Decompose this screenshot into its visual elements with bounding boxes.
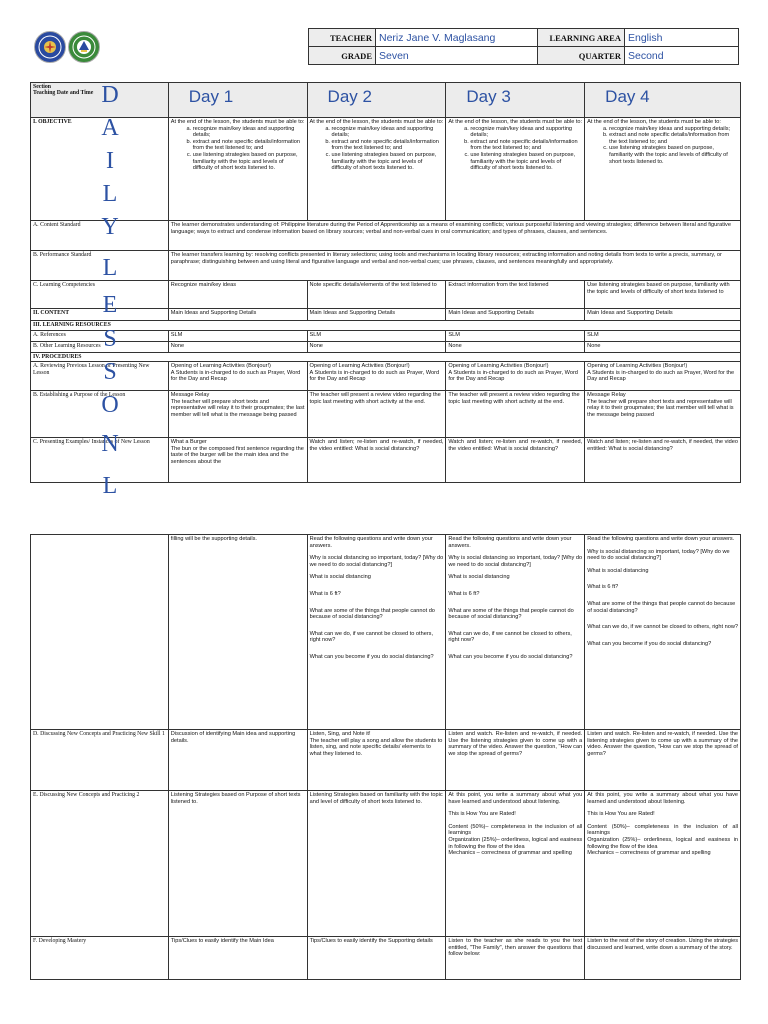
objective-list	[171, 126, 305, 172]
objective-item: a. recognize main/key ideas and supporting details;	[609, 126, 738, 133]
objective-list	[310, 126, 444, 172]
competency-day4: Use listening strategies based on purpose, familiarity with the topic and levels of difficulty of short texts listened to	[585, 281, 741, 309]
day-4-header: Day 4	[585, 83, 741, 118]
objective-intro: At the end of the lesson, the students must be able to:	[587, 119, 721, 125]
review-line1: Opening of Learning Activities (Bonjour!)	[309, 363, 410, 370]
discussing-2-day1: Listening Strategies based on Purpose of short texts listened to.	[168, 791, 307, 937]
objective-item: b. extract and note specific details/information from the text listened to; and	[470, 139, 582, 152]
learning-area-label: LEARNING AREA	[538, 29, 625, 47]
references-day2: SLM	[307, 330, 446, 341]
other-resources-day3: None	[446, 341, 585, 352]
grade-value: Seven	[376, 47, 538, 65]
grade-label: GRADE	[309, 47, 376, 65]
teaching-date-label: Teaching Date and Time	[33, 90, 94, 96]
title-letter: D	[101, 82, 119, 108]
purpose-label: B. Establishing a Purpose of the Lesson	[31, 391, 169, 438]
mastery-day4: Listen to the rest of the story of creation. Using the strategies discussed and learned, write down a summary of the story.	[585, 937, 741, 980]
question-why: Why is social distancing so important, today? [Why do we need to do social distancing?]	[448, 555, 583, 568]
competency-day1: Recognize main/key ideas	[168, 281, 307, 309]
review-line2: A Students is in-charged to do such as Prayer, Word for the Day and Recap	[170, 369, 301, 383]
header-logo-cell	[30, 29, 309, 47]
objective-item: b. extract and note specific details/information from the text listened to; and	[332, 139, 444, 152]
content-label: II. CONTENT	[31, 309, 169, 321]
discussing-2-day2: Listening Strategies based on familiarity with the topic and level of difficulty of short texts listened to.	[307, 791, 446, 937]
discussing-1-day2: Listen, Sing, and Note it! The teacher will play a song and allow the students to listen, sing, and note specific details/ elements to what they listened to.	[307, 730, 446, 791]
discussing-1-day4: Listen and watch. Re-listen and re-watch, if needed. Use the listening strategies given to come up with a summary of the video. Answer the question, "How can we stop the spread of germs?	[585, 730, 741, 791]
objective-item: a. recognize main/key ideas and supporting details;	[332, 126, 444, 139]
purpose-day3: The teacher will present a review video regarding the topic last meeting with short activity at the end.	[446, 391, 585, 438]
questions-intro: Read the following questions and write down your answers.	[309, 536, 433, 549]
discussing-1-label: D. Discussing New Concepts and Practicing New Skill 1	[31, 730, 169, 791]
title-letter: Y	[101, 214, 119, 240]
presenting-label: C. Presenting Examples/ Instances of New Lesson	[31, 438, 169, 483]
presenting-day4: Watch and listen; re-listen and re-watch, if needed, the video entitled: What is social distancing?	[585, 438, 741, 483]
content-day2: Main Ideas and Supporting Details	[307, 309, 446, 321]
mastery-day3: Listen to the teacher as she reads to you the text entitled, "The Family", then answer the questions that follow below:	[446, 937, 585, 980]
references-day1: SLM	[168, 330, 307, 341]
references-label: A. References	[31, 330, 169, 341]
section-header	[31, 83, 169, 118]
objective-item: b. extract and note specific details/information from the text listened to; and	[609, 132, 738, 145]
teacher-label: TEACHER	[309, 29, 376, 47]
objective-list	[587, 126, 738, 166]
content-day4: Main Ideas and Supporting Details	[585, 309, 741, 321]
title-letter: L	[102, 473, 118, 499]
day-3-header: Day 3	[446, 83, 585, 118]
lesson-table-page1	[30, 82, 741, 483]
content-standard-label: A. Content Standard	[31, 221, 169, 251]
content-standard-text: The learner demonstrates understanding of: Philippine literature during the Period of Apprenticeship as a means of examining conflicts; various purposeful listening and viewing strategies; difference between literal and figurative language; ways to extract and condense information based on library sources; verbal and non-verbal cues in oral communication; and types of phrases, clauses, and sentences.	[168, 221, 740, 251]
question-things: What are some of the things that people cannot do because of social distancing?	[309, 607, 435, 621]
review-line1: Opening of Learning Activities (Bonjour!)	[587, 363, 688, 370]
question-what: What is social distancing	[309, 574, 371, 581]
discussing-1-day3: Listen and watch. Re-listen and re-watch, if needed. Use the listening strategies given to come up with a summary of the video. Answer the question, "How can we stop the spread of germs?	[446, 730, 585, 791]
objective-item: c. use listening strategies based on purpose, familiarity with the topic and levels of difficulty of short texts listened to.	[470, 152, 582, 172]
question-become: What can you become if you do social distancing?	[587, 640, 712, 647]
section-label: Section	[33, 84, 52, 90]
question-closed: What can we do, if we cannot be closed to others, right now?	[587, 624, 739, 631]
title-letter: I	[106, 148, 114, 174]
rating-title: This is How You are Rated!	[587, 811, 655, 818]
objective-item: a. recognize main/key ideas and supporting details;	[193, 126, 305, 139]
questions-day4	[585, 535, 741, 730]
objective-intro: At the end of the lesson, the students must be able to:	[448, 119, 583, 125]
discussing-2-day4	[585, 791, 741, 937]
other-resources-day1: None	[168, 341, 307, 352]
objective-item: c. use listening strategies based on purpose, familiarity with the topic and levels of difficulty of short texts listened to.	[332, 152, 444, 172]
review-line2: A Students is in-charged to do such as Prayer, Word for the Day and Recap	[448, 369, 578, 383]
learning-resources-label: III. LEARNING RESOURCES	[31, 321, 741, 331]
rubric-mechanics: Mechanics – correctness of grammar and spelling	[448, 850, 572, 857]
question-what: What is social distancing	[587, 567, 649, 574]
question-closed: What can we do, if we cannot be closed to others, right now?	[448, 630, 572, 644]
review-line2: A Students is in-charged to do such as Prayer, Word for the Day and Recap	[587, 369, 735, 383]
summary-prompt: At this point, you write a summary about what you have learned and understood about listening.	[448, 792, 583, 805]
competencies-label: C. Learning Competencies	[31, 281, 169, 309]
objective-label: I. OBJECTIVE	[31, 118, 169, 221]
questions-day2	[307, 535, 446, 730]
objective-intro: At the end of the lesson, the students must be able to:	[309, 119, 444, 125]
title-letter: L	[102, 181, 118, 207]
performance-standard-text: The learner transfers learning by: resolving conflicts presented in literary selections; using tools and mechanisms in locating library resources; extracting information and noting details from texts to write a precis, summary, or paraphrase; distinguishing between and using literal and figurative language and verbal and non-verbal cues; use phrases, clauses, and sentences meaningfully and appropriately.	[168, 251, 740, 281]
title-letter: N	[101, 431, 119, 457]
review-day4	[585, 362, 741, 391]
objective-item: c. use listening strategies based on purpose, familiarity with the topic and levels of difficulty of short texts listened to.	[609, 145, 738, 165]
question-closed: What can we do, if we cannot be closed to others, right now?	[309, 630, 434, 644]
review-line1: Opening of Learning Activities (Bonjour!)	[448, 363, 549, 370]
lesson-table-page2	[30, 534, 741, 980]
review-day3	[446, 362, 585, 391]
rubric-content: Content (50%)– completeness in the inclusion of all learnings	[448, 823, 583, 837]
continued-label-cell	[31, 535, 169, 730]
question-6ft: What is 6 ft?	[448, 590, 480, 597]
rubric-mechanics: Mechanics – correctness of grammar and spelling	[587, 850, 711, 857]
rating-title: This is How You are Rated!	[448, 811, 516, 818]
other-resources-label: B. Other Learning Resources	[31, 341, 169, 352]
objective-day2	[307, 118, 446, 221]
competency-day2: Note specific details/elements of the text listened to	[307, 281, 446, 309]
quarter-label: QUARTER	[538, 47, 625, 65]
performance-standard-label: B. Performance Standard	[31, 251, 169, 281]
questions-intro: Read the following questions and write down your answers.	[587, 536, 735, 542]
objective-intro: At the end of the lesson, the students must be able to:	[170, 119, 305, 125]
objective-item: b. extract and note specific details/information from the text listened to; and	[193, 139, 305, 152]
title-letter: S	[103, 359, 117, 385]
quarter-value: Second	[625, 47, 739, 65]
references-day4: SLM	[585, 330, 741, 341]
continued-day1: filling will be the supporting details.	[168, 535, 307, 730]
question-become: What can you become if you do social distancing?	[309, 653, 434, 660]
other-resources-day2: None	[307, 341, 446, 352]
review-line1: Opening of Learning Activities (Bonjour!)	[170, 363, 271, 370]
question-what: What is social distancing	[448, 574, 510, 581]
objective-day1	[168, 118, 307, 221]
day-2-header: Day 2	[307, 83, 446, 118]
rubric-content: Content (50%)– completeness in the inclusion of all learnings	[587, 823, 738, 837]
mastery-label: F. Developing Mastery	[31, 937, 169, 980]
mastery-day2: Tips/Clues to easily identify the Supporting details	[307, 937, 446, 980]
competency-day3: Extract information from the text listened	[446, 281, 585, 309]
question-things: What are some of the things that people cannot do because of social distancing?	[587, 600, 736, 614]
summary-prompt: At this point, you write a summary about what you have learned and understood about listening.	[587, 792, 738, 805]
question-why: Why is social distancing so important, today? [Why do we need to do social distancing?]	[309, 555, 444, 568]
review-label: A. Reviewing Previous Lesson or Presenting New Lesson	[31, 362, 169, 391]
question-become: What can you become if you do social distancing?	[448, 653, 573, 660]
content-day1: Main Ideas and Supporting Details	[168, 309, 307, 321]
objective-day3	[446, 118, 585, 221]
header-logo-cell-2	[30, 47, 309, 65]
objective-item: a. recognize main/key ideas and supporting details;	[470, 126, 582, 139]
question-6ft: What is 6 ft?	[587, 584, 619, 591]
title-letter: S	[103, 326, 117, 352]
questions-intro: Read the following questions and write down your answers.	[448, 536, 572, 549]
content-day3: Main Ideas and Supporting Details	[446, 309, 585, 321]
title-letter: E	[102, 292, 118, 318]
teacher-name: Neriz Jane V. Maglasang	[376, 29, 538, 47]
title-letter: A	[101, 115, 119, 141]
day-1-header: Day 1	[168, 83, 307, 118]
questions-day3	[446, 535, 585, 730]
purpose-day4: Message Relay The teacher will prepare short texts and representative will relay it to their groupmates; the last member will tell what is the message being passed	[585, 391, 741, 438]
objective-item: c. use listening strategies based on purpose, familiarity with the topic and levels of difficulty of short texts listened to.	[193, 152, 305, 172]
question-6ft: What is 6 ft?	[309, 590, 341, 597]
discussing-2-day3	[446, 791, 585, 937]
purpose-day1: Message Relay The teacher will prepare short texts and representative will relay it to their groupmates; the last member will tell what is the message being passed	[168, 391, 307, 438]
question-why: Why is social distancing so important, today? [Why do we need to do social distancing?]	[587, 548, 730, 562]
rubric-organization: Organization (25%)– orderliness, logical and easiness in following the flow of the idea	[448, 836, 583, 850]
title-letter: O	[101, 392, 119, 418]
discussing-1-day1: Discussion of identifying Main idea and supporting details.	[168, 730, 307, 791]
presenting-day3: Watch and listen; re-listen and re-watch, if needed, the video entitled: What is social distancing?	[446, 438, 585, 483]
presenting-day1: What a Burger The bun or the composed first sentence regarding the taste of the burger will be the main idea and the sentences about the	[168, 438, 307, 483]
objective-day4	[585, 118, 741, 221]
objective-list	[448, 126, 582, 172]
discussing-2-label: E. Discussing New Concepts and Practicing 2	[31, 791, 169, 937]
review-day1	[168, 362, 307, 391]
title-letter: L	[102, 255, 118, 281]
procedures-label: IV. PROCEDURES	[31, 352, 741, 362]
presenting-day2: Watch and listen; re-listen and re-watch, if needed, the video entitled: What is social distancing?	[307, 438, 446, 483]
review-line2: A Students is in-charged to do such as Prayer, Word for the Day and Recap	[309, 369, 440, 383]
purpose-day2: The teacher will present a review video regarding the topic last meeting with short activity at the end.	[307, 391, 446, 438]
review-day2	[307, 362, 446, 391]
learning-area-value: English	[625, 29, 739, 47]
mastery-day1: Tips/Clues to easily identify the Main Idea	[168, 937, 307, 980]
rubric-organization: Organization (25%)– orderliness, logical and easiness in following the flow of the idea	[587, 836, 738, 850]
header-table	[30, 28, 739, 65]
other-resources-day4: None	[585, 341, 741, 352]
question-things: What are some of the things that people cannot do because of social distancing?	[448, 607, 574, 621]
references-day3: SLM	[446, 330, 585, 341]
